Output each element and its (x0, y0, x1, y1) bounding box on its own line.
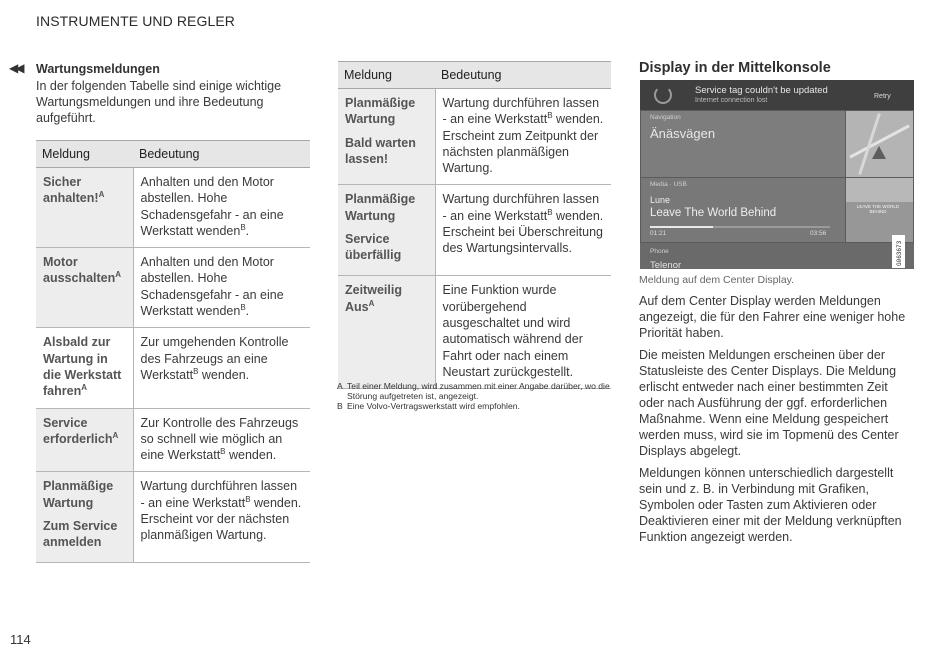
notification-title: Service tag couldn't be updated (695, 85, 828, 96)
paragraph: Meldungen können unterschiedlich dargestellt sein und z. B. in Verbindung mit Grafiken, Symbolen oder Tasten zum Aktivieren oder Deaktivieren einer mit der Meldung verknüpften Funktion angezeigt werden. (639, 466, 902, 544)
page-number: 114 (10, 632, 31, 647)
notification-subtitle: Internet connection lost (695, 97, 768, 104)
col-header-meaning: Bedeutung (133, 141, 310, 168)
table-row (36, 408, 310, 472)
time-current: 01:21 (650, 230, 667, 237)
col-header-message: Meldung (338, 62, 435, 89)
navigation-destination: Änäsvägen (650, 126, 716, 141)
table-row (338, 185, 611, 276)
retry-button: Retry (874, 93, 891, 100)
display-section-title: Display in der Mittelkonsole (639, 60, 831, 76)
footnotes (337, 381, 612, 412)
center-display-image (640, 80, 914, 269)
album-art-sky (846, 178, 913, 202)
media-source-label: Media · USB (650, 181, 687, 188)
message-cell: Alsbald zur Wartung in die Werkstatt fahren$^A$ (36, 328, 133, 408)
media-artist: Lune (650, 195, 671, 205)
back-arrow-icon[interactable]: ◀◀ (9, 61, 22, 75)
meaning-cell: Anhalten und den Motor abstellen. Hohe Schadensgefahr - an eine Werkstatt wenden$^B$. (133, 248, 310, 328)
footnote: B Eine Volvo-Vertragswerkstatt wird empfohlen. (337, 401, 520, 412)
position-arrow-icon (872, 146, 886, 159)
messages-table-1 (36, 140, 310, 563)
loading-spinner-icon (654, 86, 672, 104)
col-header-meaning: Bedeutung (435, 62, 611, 89)
body-text (639, 293, 915, 551)
table-row (36, 472, 310, 563)
image-caption: Meldung auf dem Center Display. (639, 274, 795, 286)
section-title: Wartungsmeldungen (36, 62, 160, 76)
time-total: 03:56 (810, 230, 827, 237)
footnote: A Teil einer Meldung, wird zusammen mit einer Angabe darüber, wo die Störung aufgetreten ist, angezeigt. (337, 381, 610, 402)
running-header: INSTRUMENTE UND REGLER (36, 13, 235, 29)
album-art-text: LEAVE THE WORLD BEHIND (856, 204, 900, 214)
message-cell: Planmäßige Wartung Bald warten lassen! (338, 89, 435, 185)
map-thumbnail (846, 111, 913, 177)
phone-label: Phone (650, 248, 669, 255)
media-song-title: Leave The World Behind (650, 207, 777, 219)
message-cell: Zeitweilig Aus$^A$ (338, 276, 435, 389)
table-row (36, 168, 310, 248)
paragraph: Die meisten Meldungen erscheinen über der Statusleiste des Center Displays. Die Meldung erlischt entweder nach einer bestimmten Zeit oder nach Ausführung der ggf. erforderlichen Maßnahme. Wenn eine Meldung gespeichert werden muss, wird sie im Topmenü des Center Displays abgelegt. (639, 348, 899, 458)
meaning-cell: Zur umgehenden Kontrolle des Fahrzeugs an eine Werkstatt$^B$ wenden. (133, 328, 310, 408)
phone-carrier: Telenor (650, 260, 682, 269)
paragraph: Auf dem Center Display werden Meldungen angezeigt, die für den Fahrer eine weniger hohe Priorität haben. (639, 294, 906, 340)
message-cell: Service erforderlich$^A$ (36, 408, 133, 472)
table-row (338, 276, 611, 389)
messages-table-2 (338, 61, 611, 389)
meaning-cell: Wartung durchführen lassen - an eine Werkstatt$^B$ wenden. Erscheint vor der nächsten planmäßigen Wartung. (133, 472, 310, 563)
progress-fill (650, 226, 713, 228)
message-cell: Planmäßige Wartung Zum Service anmelden (36, 472, 133, 563)
meaning-cell: Wartung durchführen lassen - an eine Werkstatt$^B$ wenden. Erscheint zum Zeitpunkt der nächsten planmäßigen Wartung. (435, 89, 611, 185)
navigation-label: Navigation (650, 114, 681, 121)
intro-text: In der folgenden Tabelle sind einige wichtige Wartungsmeldungen und ihre Bedeutung aufgeführt. (36, 79, 282, 125)
message-cell: Planmäßige Wartung Service überfällig (338, 185, 435, 276)
col-header-message: Meldung (36, 141, 133, 168)
image-code: G063673 (896, 240, 903, 266)
table-row (338, 89, 611, 185)
meaning-cell: Wartung durchführen lassen - an eine Werkstatt$^B$ wenden. Erscheint bei Überschreitung des Wartungsintervalls. (435, 185, 611, 276)
meaning-cell: Eine Funktion wurde vorübergehend ausgeschaltet und wird automatisch während der Fahrt oder nach einem Neustart zurückgestellt. (435, 276, 611, 389)
message-cell: Motor ausschalten$^A$ (36, 248, 133, 328)
table-row (36, 248, 310, 328)
message-cell: Sicher anhalten!$^A$ (36, 168, 133, 248)
meaning-cell: Zur Kontrolle des Fahrzeugs so schnell wie möglich an eine Werkstatt$^B$ wenden. (133, 408, 310, 472)
table-row (36, 328, 310, 408)
meaning-cell: Anhalten und den Motor abstellen. Hohe Schadensgefahr - an eine Werkstatt wenden$^B$. (133, 168, 310, 248)
